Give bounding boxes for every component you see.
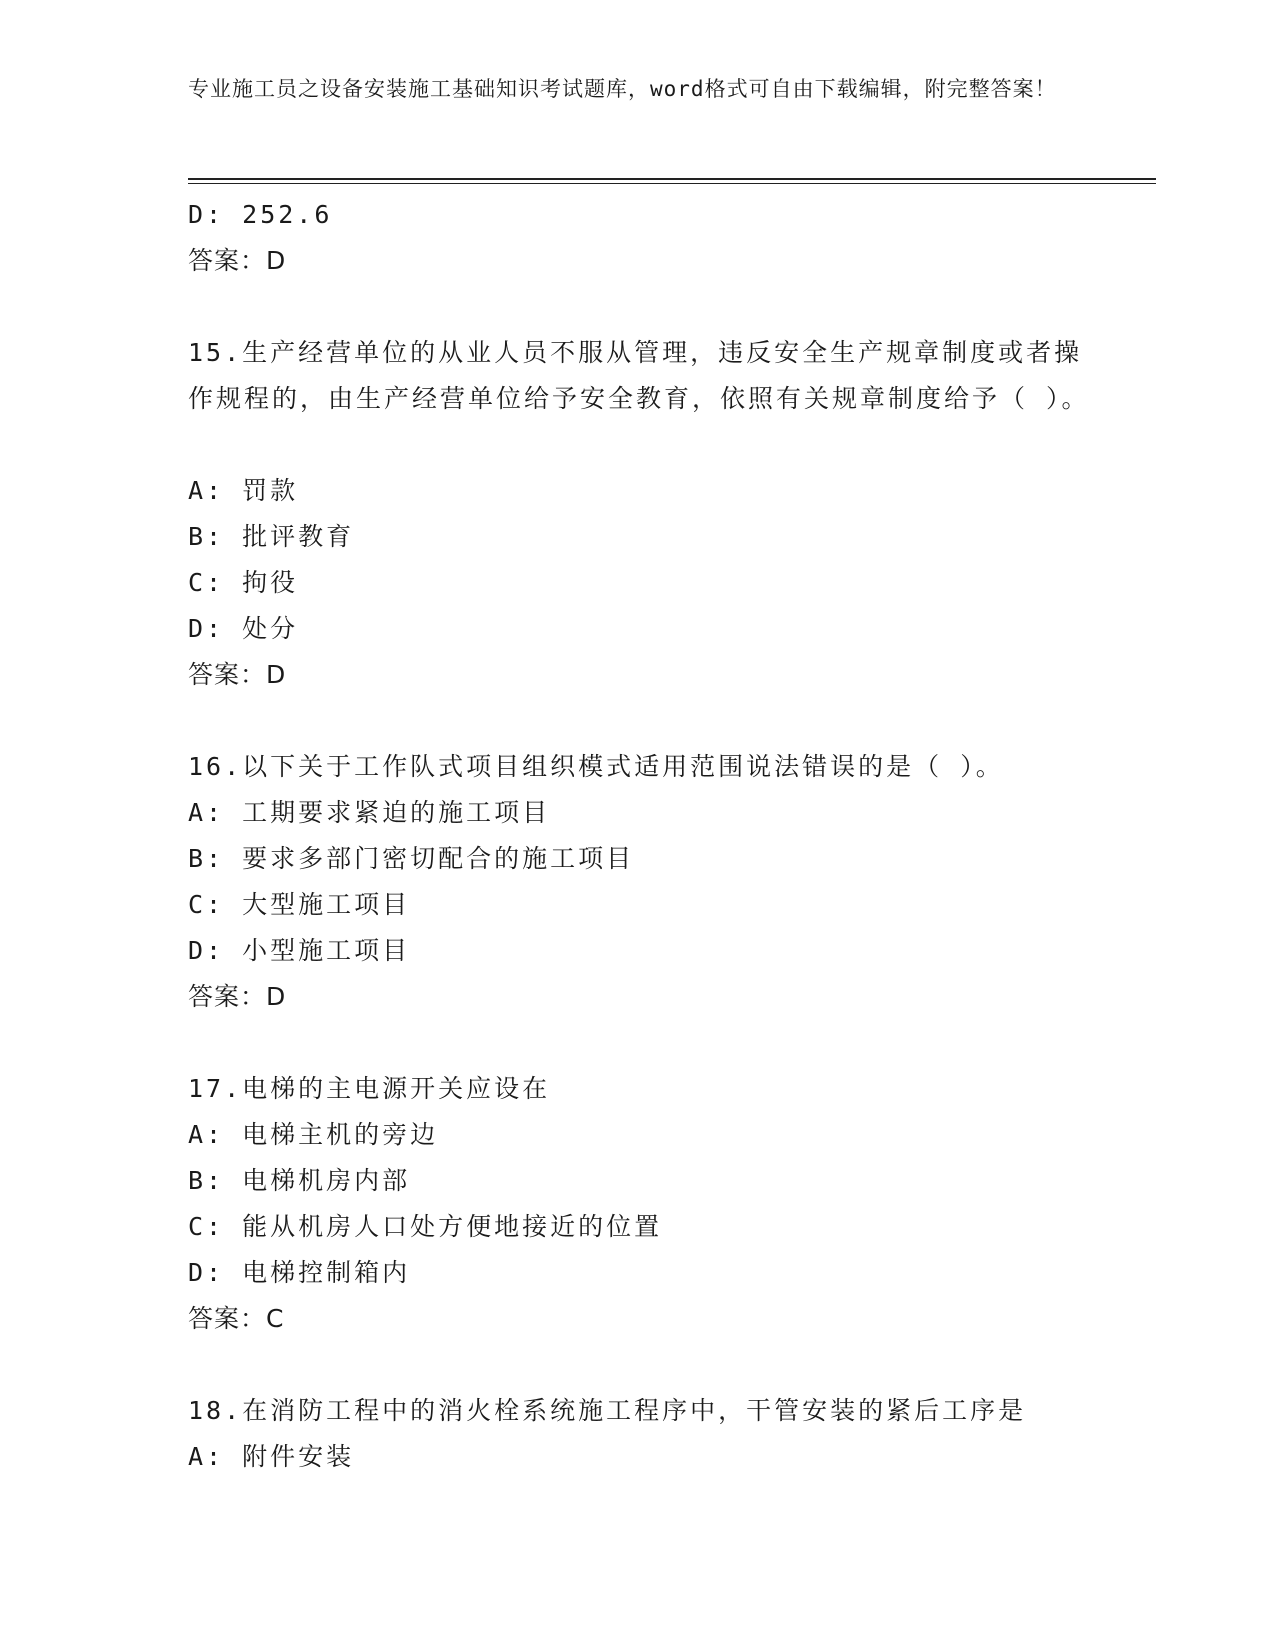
option-c: C: 能从机房人口处方便地接近的位置 (188, 1212, 663, 1241)
answer-line: 答案：C (188, 1304, 285, 1333)
option-c: C: 大型施工项目 (188, 890, 411, 919)
document-header: 专业施工员之设备安装施工基础知识考试题库，word格式可自由下载编辑，附完整答案！ (188, 77, 1057, 101)
option-b: B: 批评教育 (188, 522, 355, 551)
question-stem: 18.在消防工程中的消火栓系统施工程序中，干管安装的紧后工序是 (188, 1396, 1027, 1425)
question-content (188, 192, 1108, 1480)
option-d: D: 252.6 (188, 200, 333, 229)
option-a: A: 罚款 (188, 476, 299, 505)
answer-line: 答案：D (188, 246, 287, 275)
question-stem: 15.生产经营单位的从业人员不服从管理，违反安全生产规章制度或者操作规程的，由生产经营单位给予安全教育，依照有关规章制度给予（ ）。 (188, 338, 1090, 413)
option-a: A: 电梯主机的旁边 (188, 1120, 439, 1149)
header-divider-thick (188, 178, 1156, 180)
question-stem: 17.电梯的主电源开关应设在 (188, 1074, 551, 1103)
option-d: D: 处分 (188, 614, 299, 643)
question-16 (188, 744, 1108, 1020)
answer-line: 答案：D (188, 660, 287, 689)
answer-line: 答案：D (188, 982, 287, 1011)
question-18 (188, 1388, 1108, 1480)
option-d: D: 小型施工项目 (188, 936, 411, 965)
option-b: B: 要求多部门密切配合的施工项目 (188, 844, 635, 873)
question-15 (188, 330, 1108, 698)
option-d: D: 电梯控制箱内 (188, 1258, 411, 1287)
question-stem: 16.以下关于工作队式项目组织模式适用范围说法错误的是（ ）。 (188, 752, 1004, 781)
header-divider-thin (188, 183, 1156, 184)
option-a: A: 附件安装 (188, 1442, 355, 1471)
question-17 (188, 1066, 1108, 1342)
option-b: B: 电梯机房内部 (188, 1166, 411, 1195)
option-a: A: 工期要求紧迫的施工项目 (188, 798, 551, 827)
option-c: C: 拘役 (188, 568, 299, 597)
